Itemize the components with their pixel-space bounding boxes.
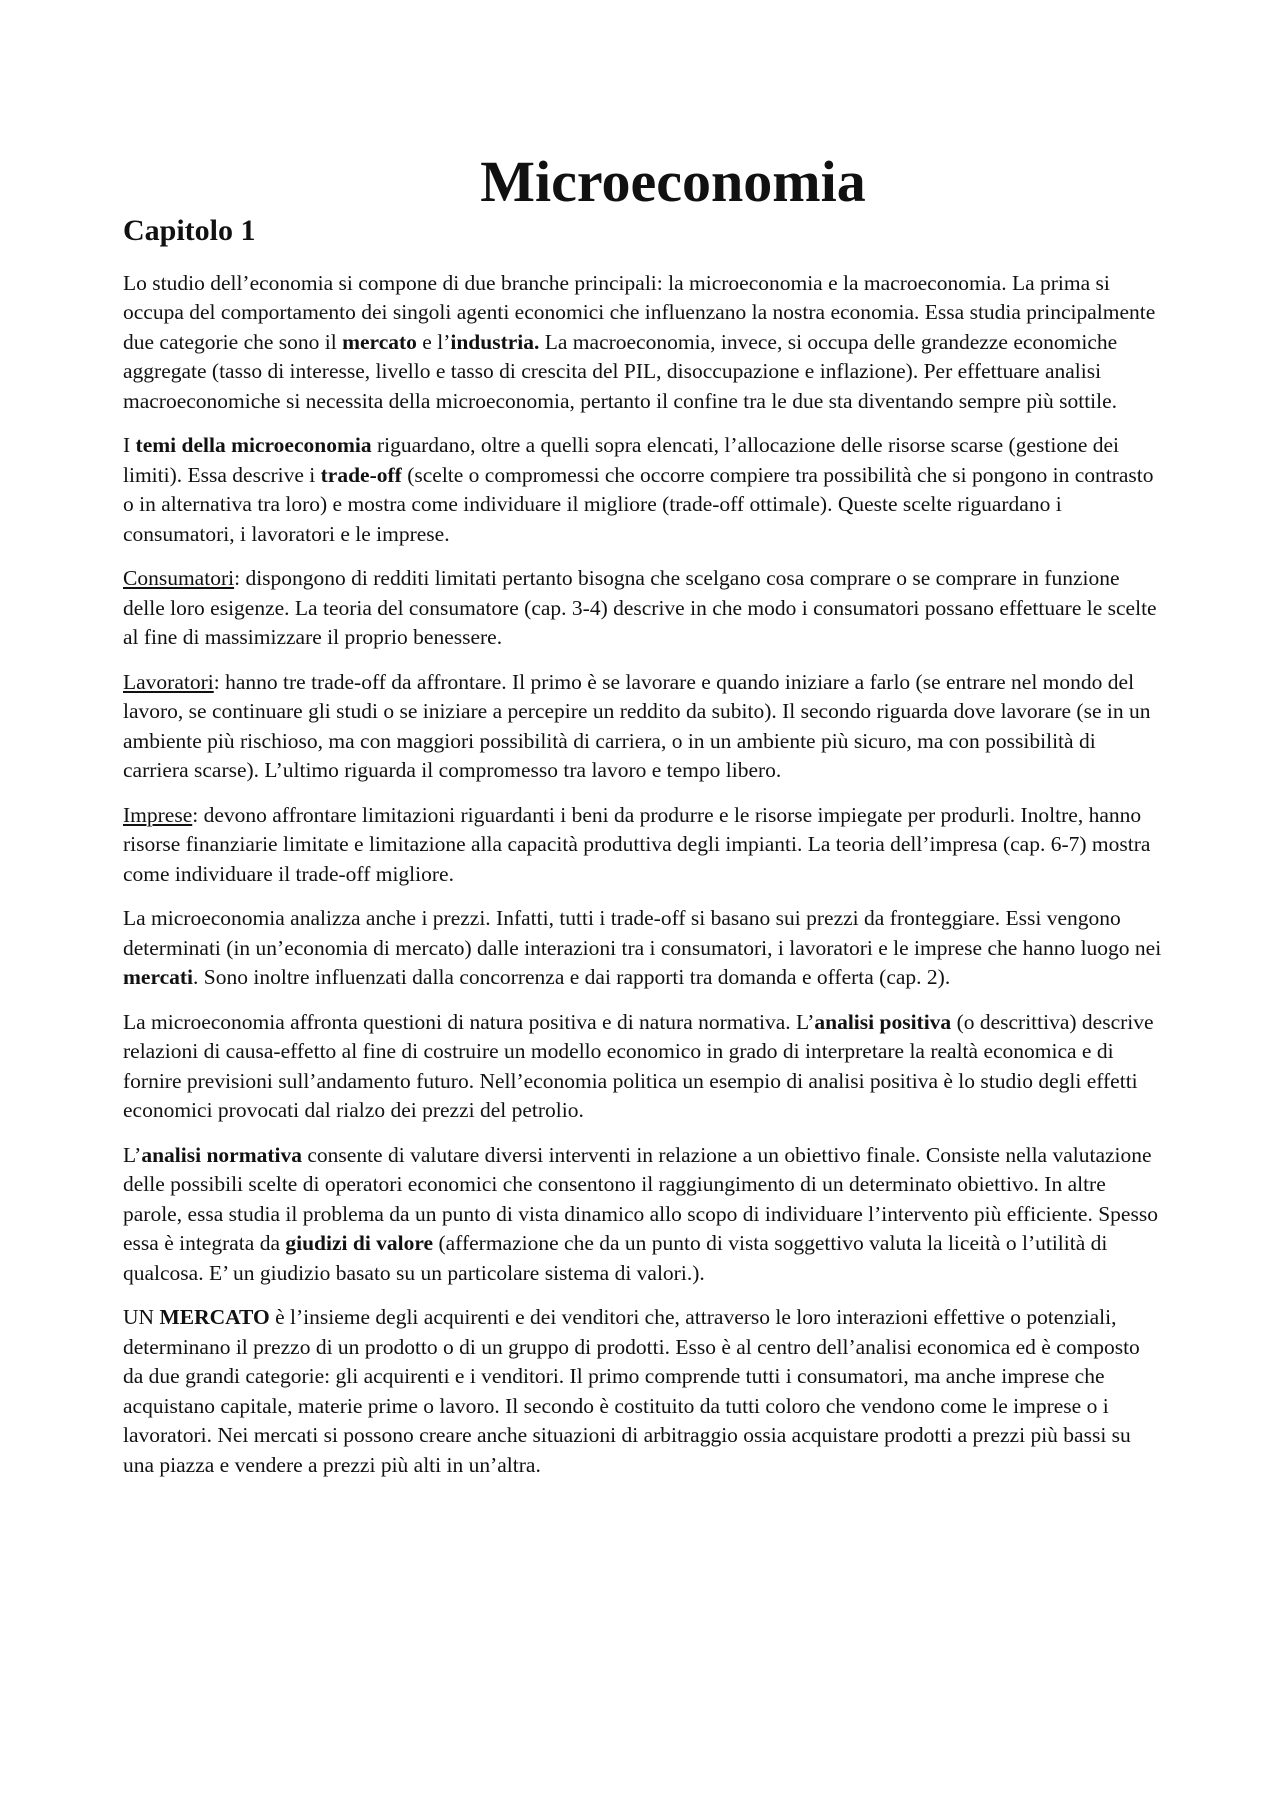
paragraph — [123, 904, 1163, 993]
bold-term: mercati — [123, 965, 194, 990]
text-run: La microeconomia analizza anche i prezzi. Infatti, tutti i trade-off si basano sui prezzi da fronteggiare. Essi vengono determinati (in un’economia di mercato) dalle interazioni tra i consumatori, i lavoratori e le imprese che hanno luogo nei — [123, 906, 1162, 960]
text-run: La macroeconomia, invece, si occupa delle grandezze economiche aggregate (tasso di interesse, livello e tasso di crescita del PIL, disoccupazione e inflazione). Per effettuare analisi macroeconomiche si necessita della microeconomia, pertanto il confine tra le due sta diventando sempre più sottile. — [123, 329, 1118, 413]
text-run: riguardano, oltre a quelli sopra elencati, l’allocazione delle risorse scarse (gestione dei limiti). Essa descrive i — [123, 433, 1120, 487]
paragraph — [123, 801, 1163, 890]
bold-term: industria. — [450, 329, 540, 354]
paragraph — [123, 269, 1163, 417]
paragraph — [123, 1303, 1163, 1480]
bold-term: temi della microeconomia — [135, 433, 372, 458]
text-run: UN — [123, 1305, 160, 1330]
text-run: Lo studio dell’economia si compone di due branche principali: la microeconomia e la macroeconomia. La prima si occupa del comportamento dei singoli agenti economici che influenzano la nostra economia. Essa studia principalmente due categorie che sono il — [123, 270, 1156, 354]
text-run: (o descrittiva) descrive relazioni di causa-effetto al fine di costruire un modello economico in grado di interpretare la realtà economica e di fornire previsioni sull’andamento futuro. Nell’economia politica un esempio di analisi positiva è lo studio degli effetti economici provocati dal rialzo dei prezzi del petrolio. — [123, 1009, 1154, 1123]
document-page — [123, 150, 1163, 1495]
text-run: e l’ — [416, 329, 451, 354]
text-run: . Sono inoltre influenzati dalla concorrenza e dai rapporti tra domanda e offerta (cap. 2). — [193, 965, 951, 990]
paragraph — [123, 564, 1163, 653]
paragraph — [123, 431, 1163, 549]
underlined-term: Imprese — [123, 802, 193, 827]
chapter-heading: Capitolo 1 — [123, 213, 256, 247]
bold-term: analisi normativa — [141, 1142, 302, 1167]
bold-term: giudizi di valore — [285, 1231, 434, 1256]
underlined-term: Lavoratori — [123, 669, 214, 694]
paragraph — [123, 668, 1163, 786]
text-run: consente di valutare diversi interventi in relazione a un obiettivo finale. Consiste nella valutazione delle possibili scelte di operatori economici che consentono il raggiungimento di un determinato obiettivo. In altre parole, essa studia il problema da un punto di vista dinamico allo scopo di individuare l’intervento più efficiente. Spesso essa è integrata da — [123, 1142, 1158, 1256]
text-run: (scelte o compromessi che occorre compiere tra possibilità che si pongono in contrasto o in alternativa tra loro) e mostra come individuare il migliore (trade-off ottimale). Queste scelte riguardano i consumatori, i lavoratori e le imprese. — [123, 462, 1154, 546]
bold-term: MERCATO — [159, 1305, 270, 1330]
underlined-term: Consumatori — [123, 566, 235, 591]
text-run: : devono affrontare limitazioni riguardanti i beni da produrre e le risorse impiegate per produrli. Inoltre, hanno risorse finanziarie limitate e limitazione alla capacità produttiva degli impianti. La teoria dell’impresa (cap. 6-7) mostra come individuare il trade-off migliore. — [123, 802, 1151, 886]
paragraph — [123, 1008, 1163, 1126]
text-run: : hanno tre trade-off da affrontare. Il primo è se lavorare e quando iniziare a farlo (se entrare nel mondo del lavoro, se continuare gli studi o se iniziare a percepire un reddito da subito). Il secondo riguarda dove lavorare (se in un ambiente più rischioso, ma con maggiori possibilità di carriera, o in un ambiente più sicuro, ma con possibilità di carriera scarse). L’ultimo riguarda il compromesso tra lavoro e tempo libero. — [123, 669, 1151, 783]
bold-term: trade-off — [320, 462, 402, 487]
text-run: La microeconomia affronta questioni di natura positiva e di natura normativa. L’ — [123, 1009, 815, 1034]
text-run: è l’insieme degli acquirenti e dei venditori che, attraverso le loro interazioni effettive o potenziali, determinano il prezzo di un prodotto o di un gruppo di prodotti. Esso è al centro dell’analisi economica ed è composto da due grandi categorie: gli acquirenti e i venditori. Il primo comprende tutti i consumatori, ma anche imprese che acquistano capitale, materie prime o lavoro. Il secondo è costituito da tutti coloro che vendono come le imprese o i lavoratori. Nei mercati si possono creare anche situazioni di arbitraggio ossia acquistare prodotti a prezzi più bassi su una piazza e vendere a prezzi più alti in un’altra. — [123, 1305, 1140, 1477]
bold-term: analisi positiva — [814, 1009, 952, 1034]
text-run: : dispongono di redditi limitati pertanto bisogna che scelgano cosa comprare o se comprare in funzione delle loro esigenze. La teoria del consumatore (cap. 3-4) descrive in che modo i consumatori possano effettuare le scelte al fine di massimizzare il proprio benessere. — [123, 566, 1157, 650]
document-title: Microeconomia — [480, 149, 866, 214]
bold-term: mercato — [342, 329, 417, 354]
text-run: (affermazione che da un punto di vista soggettivo valuta la liceità o l’utilità di qualcosa. E’ un giudizio basato su un particolare sistema di valori.). — [123, 1231, 1108, 1285]
text-run: I — [123, 433, 136, 458]
body-text — [123, 269, 1163, 1481]
paragraph — [123, 1141, 1163, 1289]
text-run: L’ — [123, 1142, 142, 1167]
